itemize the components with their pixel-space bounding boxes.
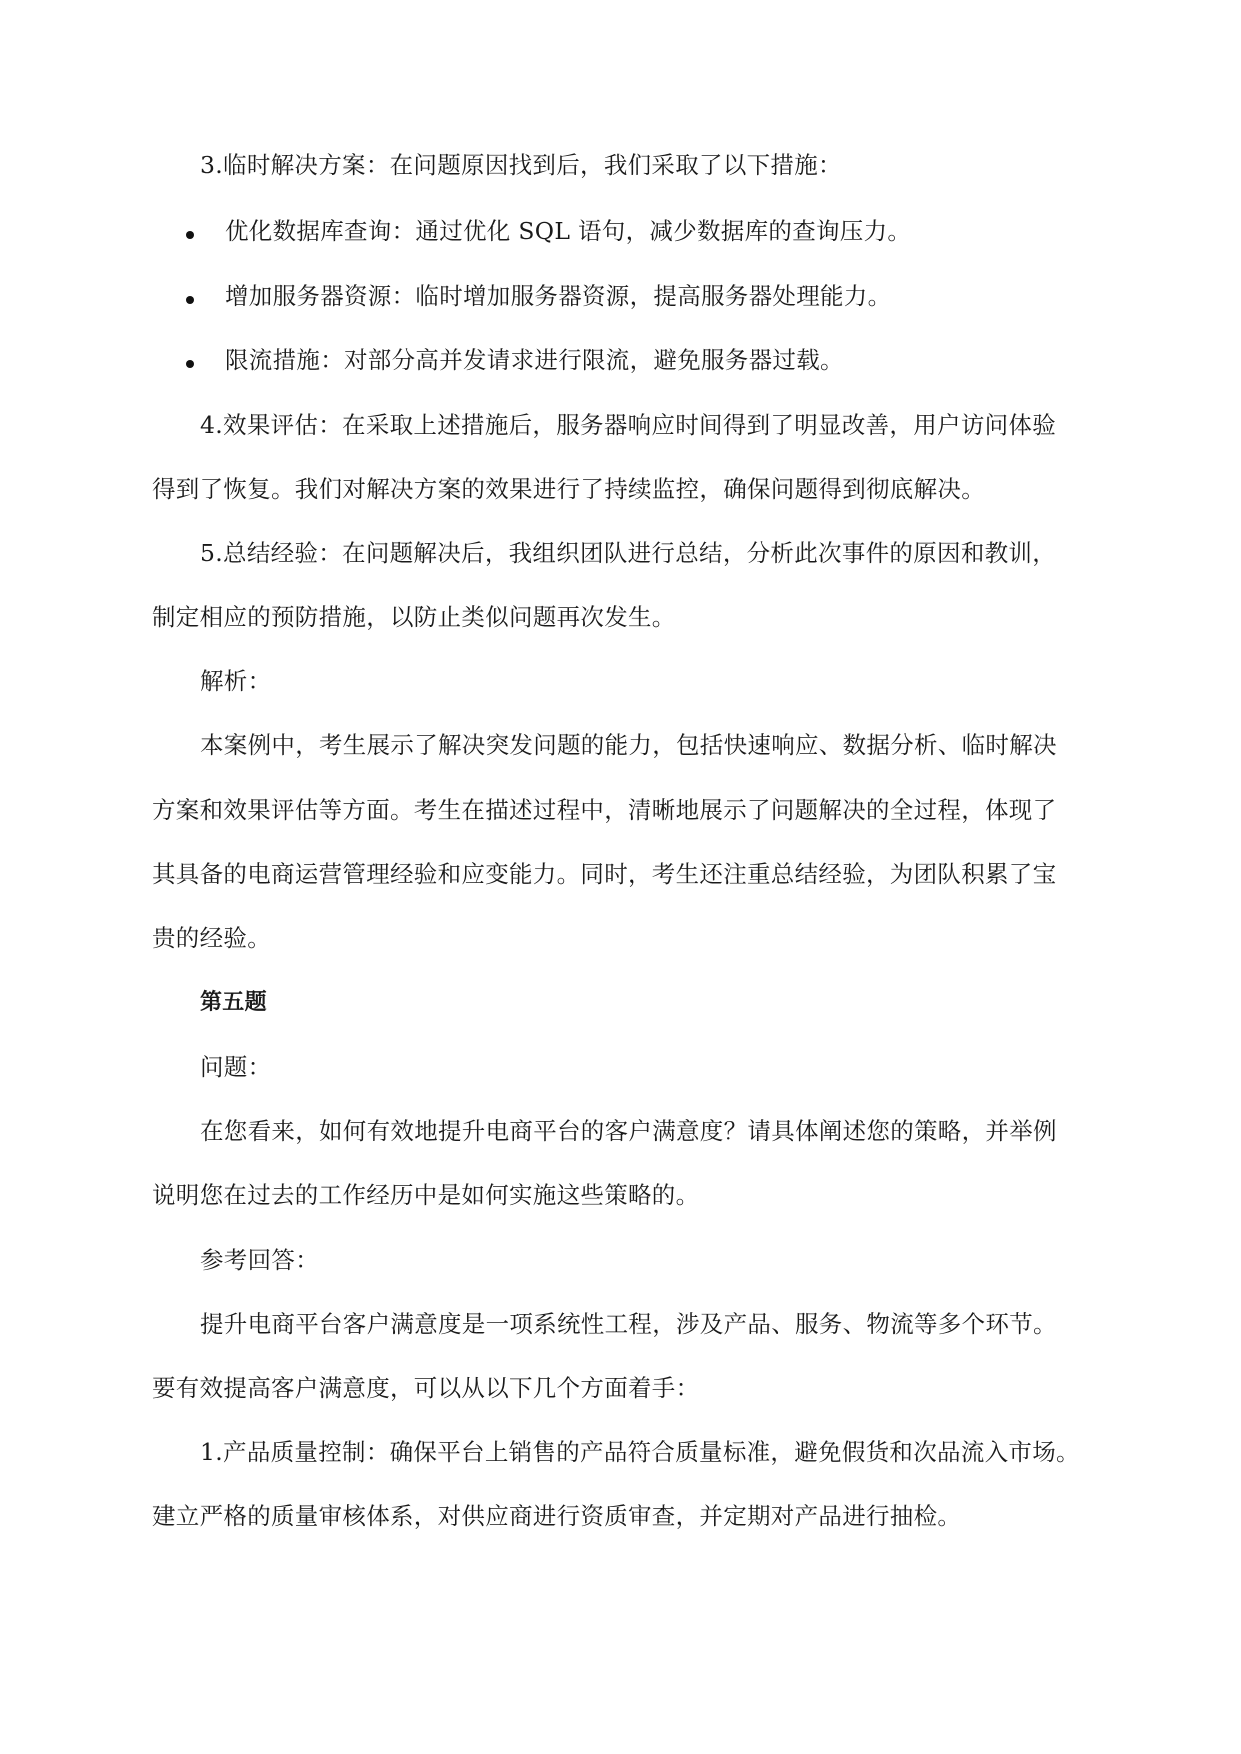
answer-point-line: 1.产品质量控制：确保平台上销售的产品符合质量标准，避免假货和次品流入市场。 xyxy=(200,1438,1080,1466)
section5-line: 制定相应的预防措施，以防止类似问题再次发生。 xyxy=(152,603,676,631)
answer-point-line: 建立严格的质量审核体系，对供应商进行资质审查，并定期对产品进行抽检。 xyxy=(152,1502,962,1530)
section4-line: 得到了恢复。我们对解决方案的效果进行了持续监控，确保问题得到彻底解决。 xyxy=(152,475,985,503)
answer-line: 要有效提高客户满意度，可以从以下几个方面着手： xyxy=(152,1374,700,1402)
bullet-item: 增加服务器资源：临时增加服务器资源，提高服务器处理能力。 xyxy=(225,282,892,310)
section3-heading: 3.临时解决方案：在问题原因找到后，我们采取了以下措施： xyxy=(200,151,842,179)
answer-line: 提升电商平台客户满意度是一项系统性工程，涉及产品、服务、物流等多个环节。 xyxy=(200,1310,1057,1338)
question-label: 问题： xyxy=(200,1053,272,1081)
question-title: 第五题 xyxy=(200,990,267,1015)
question-line: 说明您在过去的工作经历中是如何实施这些策略的。 xyxy=(152,1181,700,1209)
analysis-line: 其具备的电商运营管理经验和应变能力。同时，考生还注重总结经验，为团队积累了宝 xyxy=(152,860,1057,888)
answer-label: 参考回答： xyxy=(200,1246,319,1274)
bullet-icon xyxy=(186,231,194,239)
analysis-line: 本案例中，考生展示了解决突发问题的能力，包括快速响应、数据分析、临时解决 xyxy=(200,731,1057,759)
analysis-line: 贵的经验。 xyxy=(152,924,271,952)
bullet-item: 优化数据库查询：通过优化 SQL 语句，减少数据库的查询压力。 xyxy=(225,217,912,245)
bullet-item: 限流措施：对部分高并发请求进行限流，避免服务器过载。 xyxy=(225,346,844,374)
section4-line: 4.效果评估：在采取上述措施后，服务器响应时间得到了明显改善，用户访问体验 xyxy=(200,411,1057,439)
question-line: 在您看来，如何有效地提升电商平台的客户满意度？请具体阐述您的策略，并举例 xyxy=(200,1117,1057,1145)
bullet-icon xyxy=(186,360,194,368)
bullet-icon xyxy=(186,296,194,304)
section5-line: 5.总结经验：在问题解决后，我组织团队进行总结，分析此次事件的原因和教训， xyxy=(200,539,1057,567)
analysis-label: 解析： xyxy=(200,667,272,695)
analysis-line: 方案和效果评估等方面。考生在描述过程中，清晰地展示了问题解决的全过程，体现了 xyxy=(152,796,1057,824)
